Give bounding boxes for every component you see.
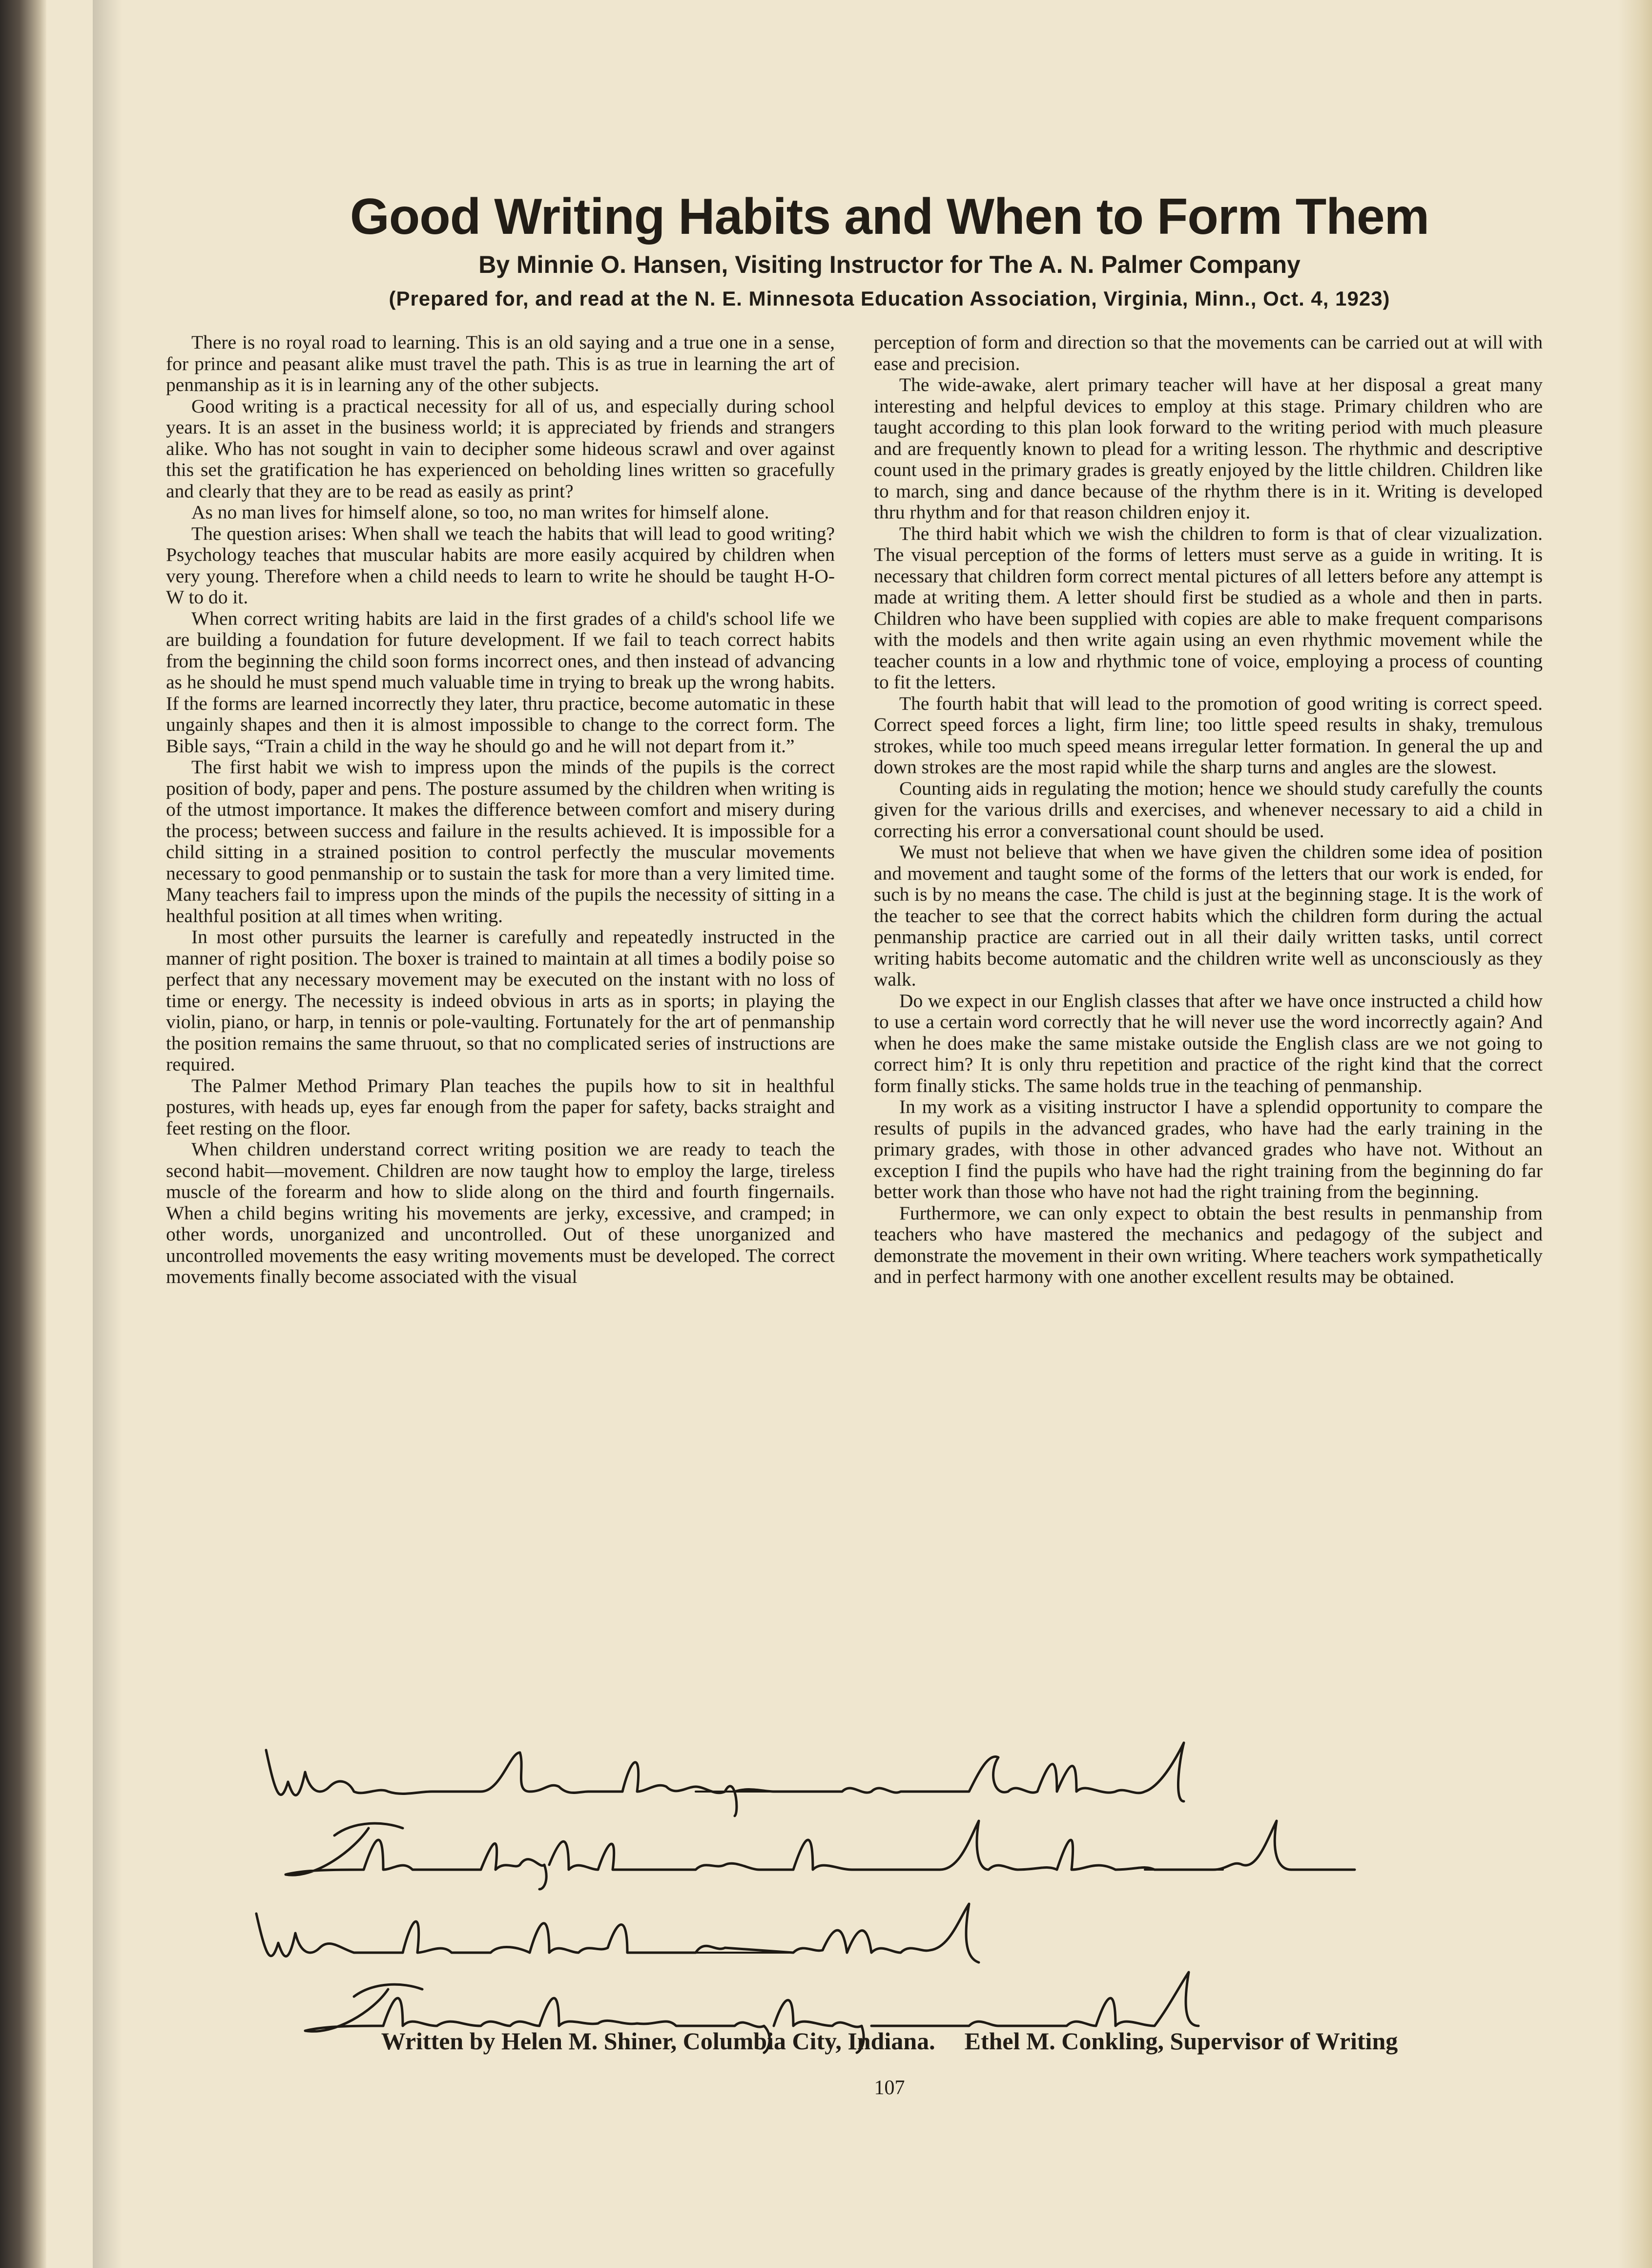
paragraph: The third habit which we wish the children to form is that of clear vizualization. The visual perception of the forms of letters must serve as a guide in writing. It is necessary that children form correct mental pictures of all letters before any attempt is made at writing them. A letter should first be studied as a whole and then in parts. Children who have been supplied with copies are able to make frequent comparisons with the models and then write again using an even rhythmic movement while the teacher counts in a low and rhythmic tone of voice, employing a process of counting to fit the letters. — [874, 522, 1543, 693]
paragraph: The fourth habit that will lead to the promotion of good writing is correct speed. Correct speed forces a light, firm line; too little speed results in shaky, tremulous strokes, while too much speed means irregular letter formation. In general the up and down strokes are the most rapid while the sharp turns and angles are the slowest. — [874, 692, 1543, 778]
magazine-page — [46, 0, 1618, 2268]
paragraph: As no man lives for himself alone, so too, no man writes for himself alone. — [191, 501, 769, 523]
spine-shadow — [93, 0, 122, 2268]
paragraph: In my work as a visiting instructor I have a splendid opportunity to compare the results of pupils in the advanced grades, who have had the early training in the primary grades, with those in other advanced grades who have not. Without an exception I find the pupils who have had the right training from the beginning do far better work than those who have not had the right training from the beginning. — [874, 1096, 1543, 1202]
credit-writer: Written by Helen M. Shiner, Columbia City, Indiana. — [381, 2027, 935, 2055]
paragraph: When correct writing habits are laid in the first grades of a child's school life we are building a foundation for future development. If we fail to teach correct habits from the beginning the child soon forms incorrect ones, and then instead of advancing as he should he must spend much valuable time in trying to break up the wrong habits. If the forms are learned incorrectly they later, thru practice, become automatic in these ungainly shapes and then it is almost impossible to change to the correct form. The Bible says, “Train a child in the way he should go and he will not depart from it.” — [166, 607, 835, 757]
left-column — [166, 332, 835, 1288]
paragraph: Do we expect in our English classes that after we have once instructed a child how to use a certain word correctly that he will never use the word incorrectly again? And when he does make the same mistake outside the English class are we not going to correct him? It is only thru repetition and practice of the right kind that the correct form finally sticks. The same holds true in the teaching of penmanship. — [874, 990, 1543, 1096]
paragraph: perception of form and direction so that the movements can be carried out at will with ease and precision. — [874, 331, 1543, 374]
script-underline — [696, 1792, 1223, 2026]
paragraph: Good writing is a practical necessity for all of us, and especially during school years. It is an asset in the business world; it is appreciated by friends and strangers alike. Who has not sought in vain to decipher some hideous scrawl and over against this set the gratification he has experienced on beholding lines written so gracefully and clearly that they are to be read as easily as print? — [166, 395, 835, 502]
article-byline: By Minnie O. Hansen, Visiting Instructor for The A. N. Palmer Company — [478, 251, 1301, 278]
paragraph: The first habit we wish to impress upon the minds of the pupils is the correct position of body, paper and pens. The posture assumed by the children when writing is of the utmost importance. It makes the difference between comfort and misery during the process; between success and failure in the results achieved. It is impossible for a child sitting in a strained position to control perfectly the muscular movements necessary to good penmanship or to sustain the task for more than a very limited time. Many teachers fail to impress upon the minds of the pupils the necessity of sitting in a healthful position at all times when writing. — [166, 756, 835, 927]
page-edge — [1618, 0, 1652, 2268]
handwriting-svg — [207, 1723, 1526, 2055]
script-line-2 — [286, 1821, 1355, 1889]
paragraph: Counting aids in regulating the motion; hence we should study carefully the counts given for the various drills and exercises, and whenever necessary to aid a child in correcting his error a conversational count should be used. — [874, 777, 1543, 842]
paragraph: The question arises: When shall we teach the habits that will lead to good writing? Psychology teaches that muscular habits are more easily acquired by children when very young. Therefore when a child needs to learn to write he should be taught H-O-W to do it. — [166, 522, 835, 608]
article-title: Good Writing Habits and When to Form Them — [350, 188, 1429, 245]
script-line-3 — [256, 1904, 979, 1962]
handwriting-specimen — [207, 1723, 1526, 2055]
paragraph: There is no royal road to learning. This is an old saying and a true one in a sense, for prince and peasant alike must travel the path. This is as true in learning the art of penmanship as it is in learning any of the other subjects. — [166, 331, 835, 395]
paragraph: In most other pursuits the learner is carefully and repeatedly instructed in the manner of right position. The boxer is trained to maintain at all times a bodily poise so perfect that any necessary movement may be executed on the instant with no loss of time or energy. The necessity is indeed obvious in arts as in sports; in playing the violin, piano, or harp, in tennis or pole-vaulting. Fortunately for the art of penmanship the position remains the same thruout, so that no complicated series of instructions are required. — [166, 926, 835, 1075]
right-column — [874, 332, 1543, 1288]
paragraph: Furthermore, we can only expect to obtain the best results in penmanship from teachers who have mastered the mechanics and pedagogy of the subject and demonstrate the movement in their own writing. Where teachers work sympathetically and in perfect harmony with one another excellent results may be obtained. — [874, 1202, 1543, 1287]
specimen-credit — [46, 2027, 1618, 2055]
credit-supervisor: Ethel M. Conkling, Supervisor of Writing — [964, 2027, 1398, 2055]
paragraph: We must not believe that when we have given the children some idea of position and movement and taught some of the forms of the letters that our work is ended, for such is by no means the case. The child is just at the beginning stage. It is the work of the teacher to see that the correct habits which the children form during the actual penmanship practice are carried out in all their daily written tasks, until correct writing habits become automatic and the children write well as unconsciously as they walk. — [874, 841, 1543, 990]
paragraph: When children understand correct writing position we are ready to teach the second habit—movement. Children are now taught how to employ the large, tireless muscle of the forearm and how to slide along on the third and fourth fingernails. When a child begins writing his movements are jerky, excessive, and cramped; in other words, unorganized and uncontrolled. Out of these unorganized and uncontrolled movements the easy writing movements must be developed. The correct movements finally become associated with the visual — [166, 1138, 835, 1287]
script-line-1 — [266, 1743, 1184, 1816]
book-gutter — [0, 0, 46, 2268]
paragraph: The Palmer Method Primary Plan teaches the pupils how to sit in healthful postures, with heads up, eyes far enough from the paper for safety, backs straight and feet resting on the floor. — [166, 1074, 835, 1139]
article-prepared-note: (Prepared for, and read at the N. E. Minnesota Education Association, Virginia, Minn., Oct. 4, 1923) — [389, 287, 1390, 310]
paragraph: The wide-awake, alert primary teacher will have at her disposal a great many interesting and helpful devices to employ at this stage. Primary children who are taught according to this plan look forward to the writing period with much pleasure and are frequently known to plead for a writing lesson. The rhythmic and descriptive count used in the primary grades is greatly enjoyed by the little children. Children like to march, sing and dance because of the rhythm there is in it. Writing is developed thru rhythm and for that reason children enjoy it. — [874, 374, 1543, 523]
page-number: 107 — [874, 2077, 905, 2099]
